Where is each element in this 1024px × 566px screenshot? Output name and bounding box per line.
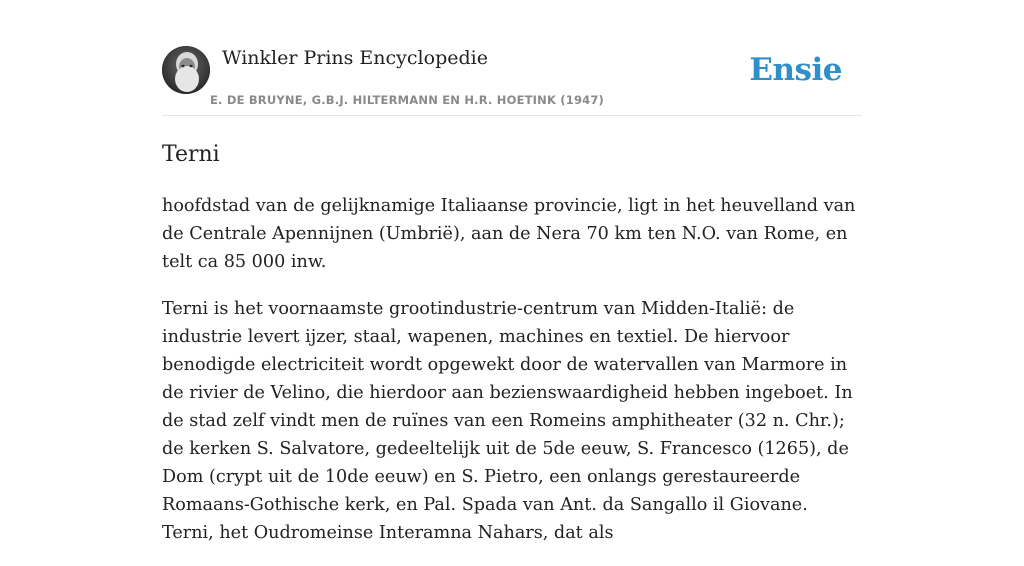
page-container [162,0,862,543]
article-title: Terni [162,142,220,167]
author-portrait-icon [162,46,210,94]
book-title[interactable]: Winkler Prins Encyclopedie [222,47,488,69]
article-paragraph: Terni is het voornaamste grootindustrie-centrum van Midden-Italië: de industrie levert ijzer, staal, wapenen, machines en textiel. De hiervoor benodigde electriciteit wordt opgewekt door de watervallen van Marmore in de rivier de Velino, die hierdoor aan bezienswaardigheid hebben ingeboet. In de stad zelf vindt men de ruïnes van een Romeins amphitheater (32 n. Chr.); de kerken S. Salvatore, gedeeltelijk uit de 5de eeuw, S. Francesco (1265), de Dom (crypt uit de 10de eeuw) en S. Pietro, een onlangs gerestaureerde Romaans-Gothische kerk, en Pal. Spada van Ant. da Sangallo il Giovane. Terni, het Oudromeinse Interamna Nahars, dat als [162,299,853,543]
avatar[interactable] [162,46,210,94]
book-authors: E. DE BRUYNE, G.B.J. HILTERMANN EN H.R. HOETINK (1947) [210,93,605,107]
ensie-logo[interactable]: Ensie [749,52,842,88]
article-paragraph: hoofdstad van de gelijknamige Italiaanse provincie, ligt in het heuvelland van de Centrale Apennijnen (Umbrië), aan de Nera 70 km ten N.O. van Rome, en telt ca 85 000 inw. [162,196,856,272]
book-header [162,0,862,116]
article-body [162,192,862,566]
